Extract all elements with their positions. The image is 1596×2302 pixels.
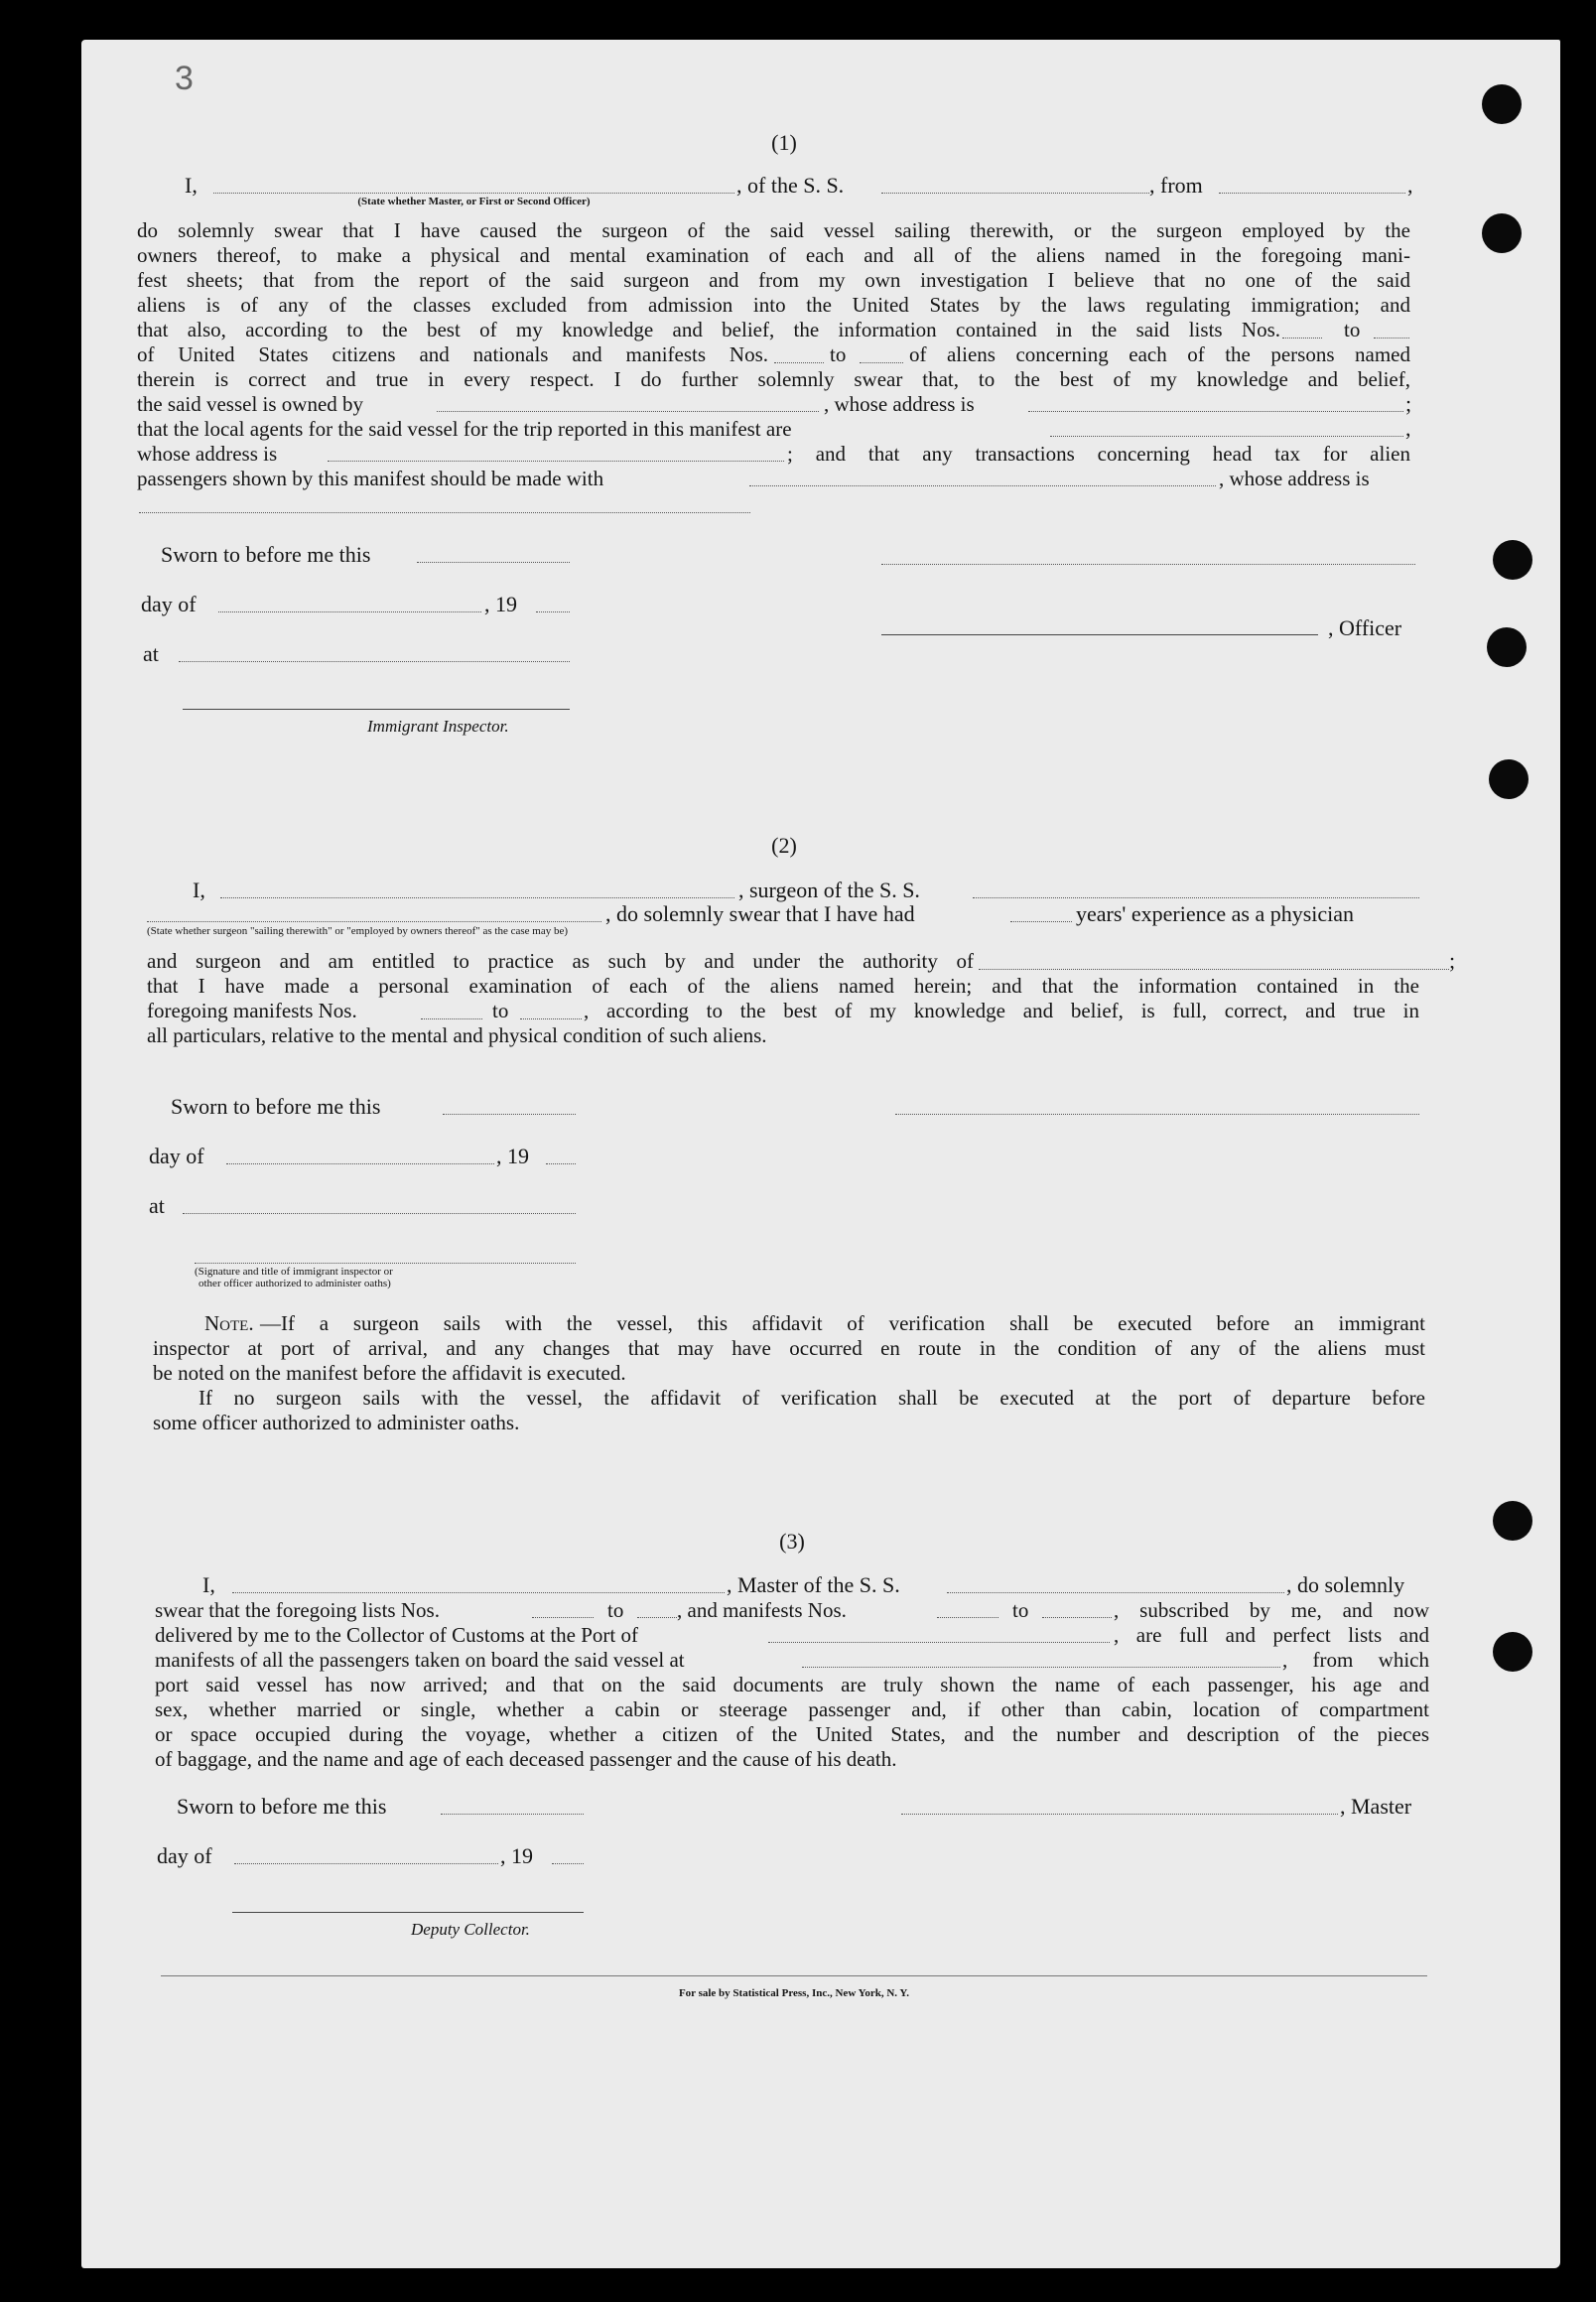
s3-deputy: Deputy Collector.: [411, 1920, 530, 1939]
s1-passengers: passengers shown by this manifest should be made with: [137, 467, 604, 490]
s1-inspector-signature-line[interactable]: [183, 709, 570, 710]
s1-line-2: owners thereof, to make a physical and mental examination of each and all of the aliens named in the foregoing mani-: [137, 243, 1410, 267]
s1-nineteen: , 19: [484, 592, 517, 616]
s2-surgeon-of: , surgeon of the S. S.: [738, 878, 920, 902]
local-agents-field[interactable]: [1050, 436, 1403, 437]
vessel-name-field[interactable]: [881, 193, 1149, 194]
note2-end: some officer authorized to administer oaths.: [153, 1411, 520, 1434]
punch-hole-2: [1482, 213, 1522, 253]
s2-nineteen: , 19: [496, 1144, 529, 1168]
footer-rule: [161, 1975, 1427, 1976]
s1-whose-address-3: , whose address is: [1219, 467, 1370, 490]
s3-from-which: , from which: [1282, 1648, 1429, 1672]
s2-authority: and surgeon and am entitled to practice as such by and under the authority of: [147, 949, 974, 973]
s2-sworn-day-field[interactable]: [443, 1114, 576, 1115]
s1-line-5: that also, according to the best of my knowledge and belief, the information contained in the said lists Nos.: [137, 318, 1280, 341]
note-end: be noted on the manifest before the affidavit is executed.: [153, 1361, 626, 1385]
surgeon-name-field[interactable]: [220, 897, 734, 898]
s3-to-2: to: [1012, 1598, 1029, 1622]
lists-to-field[interactable]: [1374, 338, 1409, 339]
punch-hole-7: [1493, 1632, 1532, 1672]
s3-swear-lists: swear that the foregoing lists Nos.: [155, 1598, 440, 1622]
s2-at: at: [149, 1193, 165, 1218]
s2-month-field[interactable]: [226, 1163, 494, 1164]
s3-to-1: to: [607, 1598, 624, 1622]
s1-to-1: to: [1344, 318, 1361, 341]
s3-year-field[interactable]: [552, 1863, 584, 1864]
s2-to: to: [492, 999, 509, 1022]
s1-of-ss: , of the S. S.: [736, 173, 845, 198]
s3-master-of: , Master of the S. S.: [727, 1572, 900, 1597]
s3-master-name-field[interactable]: [232, 1592, 725, 1593]
s2-manifests-to-field[interactable]: [520, 1018, 582, 1019]
s1-comma-2: ,: [1405, 416, 1411, 441]
manifests-from-field[interactable]: [774, 362, 824, 363]
s3-manifests-all: manifests of all the passengers taken on board the said vessel at: [155, 1648, 685, 1672]
s1-at-field[interactable]: [179, 661, 570, 662]
s1-to-2: to: [830, 342, 847, 366]
s3-master-signature-line[interactable]: [901, 1814, 1338, 1815]
from-port-field[interactable]: [1219, 193, 1405, 194]
s1-signature-line-1[interactable]: [881, 564, 1415, 565]
punch-hole-1: [1482, 84, 1522, 124]
corner-mark: 3: [175, 60, 194, 97]
s2-i: I,: [193, 878, 205, 902]
s3-subscribed: , subscribed by me, and now: [1114, 1598, 1429, 1622]
s1-line-1: do solemnly swear that I have caused the surgeon of the said vessel sailing therewith, or the surgeon employed by the: [137, 218, 1410, 242]
s1-line-3: fest sheets; that from the report of the said surgeon and from my own investigation I believe that no one of the said: [137, 268, 1410, 292]
s2-semicolon: ;: [1449, 948, 1456, 973]
manifests-to-field[interactable]: [860, 362, 903, 363]
s1-i: I,: [185, 173, 198, 198]
punch-hole-3: [1493, 540, 1532, 580]
s1-line-7: therein is correct and true in every respect. I do further solemnly swear that, to the best of my knowledge and belief,: [137, 367, 1410, 391]
s2-years: years' experience as a physician: [1076, 901, 1355, 926]
surgeon-status-field[interactable]: [147, 921, 601, 922]
note-label: Note.: [204, 1311, 254, 1335]
head-tax-agent-field[interactable]: [749, 485, 1216, 486]
punch-hole-4: [1487, 627, 1527, 667]
section-3-number: (3): [779, 1529, 805, 1554]
s2-manifests-from-field[interactable]: [421, 1018, 482, 1019]
s3-vessel-field[interactable]: [947, 1592, 1284, 1593]
s1-sworn-day-field[interactable]: [417, 562, 570, 563]
footer-imprint: For sale by Statistical Press, Inc., New York, N. Y.: [678, 1987, 910, 1999]
s1-whose-address-2: whose address is: [137, 442, 278, 466]
s2-sworn: Sworn to before me this: [171, 1094, 381, 1119]
note2-line: If no surgeon sails with the vessel, the affidavit of verification shall be executed at the port of departure before: [199, 1386, 1425, 1410]
s3-lists-to-field[interactable]: [637, 1617, 677, 1618]
officer-note: (State whether Master, or First or Second Officer): [357, 196, 591, 207]
agents-address-field[interactable]: [328, 461, 784, 462]
s3-lists-from-field[interactable]: [532, 1617, 594, 1618]
punch-hole-6: [1493, 1501, 1532, 1541]
s1-day-of: day of: [141, 592, 197, 616]
s2-particulars: all particulars, relative to the mental and physical condition of such aliens.: [147, 1023, 767, 1047]
s1-month-field[interactable]: [218, 611, 481, 612]
s3-i: I,: [202, 1572, 215, 1597]
s3-sworn-day-field[interactable]: [441, 1814, 584, 1815]
s2-surgeon-signature-line[interactable]: [895, 1114, 1419, 1115]
years-field[interactable]: [1010, 921, 1072, 922]
s3-do-solemnly: , do solemnly: [1286, 1572, 1405, 1597]
s3-day-of: day of: [157, 1843, 212, 1868]
s3-month-field[interactable]: [234, 1863, 498, 1864]
sig-note-1: (Signature and title of immigrant inspector or: [195, 1266, 393, 1278]
s3-sworn: Sworn to before me this: [177, 1794, 387, 1819]
s1-local-agents: that the local agents for the said vessel for the trip reported in this manifest are: [137, 417, 792, 441]
s1-owned-by: the said vessel is owned by: [137, 392, 364, 416]
s1-whose-address: , whose address is: [824, 392, 975, 416]
section-2-number: (2): [771, 833, 797, 858]
s2-inspector-signature-line[interactable]: [195, 1263, 576, 1264]
s1-officer: , Officer: [1328, 615, 1402, 640]
s2-do-solemnly: , do solemnly swear that I have had: [605, 901, 915, 926]
s3-line-3: or space occupied during the voyage, whether a citizen of the United States, and the number and description of the pieces: [155, 1722, 1429, 1746]
s2-at-field[interactable]: [183, 1213, 576, 1214]
s3-full-perfect: , are full and perfect lists and: [1114, 1623, 1429, 1647]
owner-address-field[interactable]: [1028, 411, 1403, 412]
s1-at: at: [143, 641, 159, 666]
s1-officer-signature-line[interactable]: [881, 634, 1318, 635]
s1-of-aliens: of aliens concerning each of the persons named: [909, 342, 1410, 366]
s1-from: , from: [1149, 173, 1203, 198]
s2-foregoing: foregoing manifests Nos.: [147, 999, 357, 1022]
s3-manifests-from-field[interactable]: [937, 1617, 998, 1618]
s1-line-6: of United States citizens and nationals and manifests Nos.: [137, 342, 768, 366]
note-line-2: inspector at port of arrival, and any changes that may have occurred en route in the condition of any of the aliens must: [153, 1336, 1425, 1360]
s3-deputy-signature-line[interactable]: [232, 1912, 584, 1913]
master-name-field[interactable]: [213, 193, 734, 194]
head-tax-address-field[interactable]: [139, 512, 750, 513]
s3-departure-field[interactable]: [802, 1667, 1280, 1668]
s1-line-4: aliens is of any of the classes excluded from admission into the United States by the laws regulating immigration; and: [137, 293, 1410, 317]
s1-comma: ,: [1407, 173, 1413, 198]
s1-sworn: Sworn to before me this: [161, 542, 371, 567]
sig-note-2: other officer authorized to administer oaths): [199, 1278, 391, 1289]
s2-year-field[interactable]: [546, 1163, 576, 1164]
s1-inspector: Immigrant Inspector.: [367, 717, 509, 736]
s1-year-field[interactable]: [536, 611, 570, 612]
sailing-note: (State whether surgeon "sailing therewith" or "employed by owners thereof" as the case may be): [147, 925, 569, 937]
s2-day-of: day of: [149, 1144, 204, 1168]
s3-nineteen: , 19: [500, 1843, 533, 1868]
s3-port-field[interactable]: [768, 1642, 1110, 1643]
s3-line-2: sex, whether married or single, whether a cabin or steerage passenger and, if other than cabin, location of compartment: [155, 1697, 1429, 1721]
note-line-1: —If a surgeon sails with the vessel, this affidavit of verification shall be executed before an immigrant: [260, 1311, 1425, 1335]
s2-according: , according to the best of my knowledge and belief, is full, correct, and true in: [584, 999, 1419, 1022]
s2-vessel-field[interactable]: [973, 897, 1419, 898]
s2-examination: that I have made a personal examination of each of the aliens named herein; and that the information contained in the: [147, 974, 1419, 998]
s3-manifests-to-field[interactable]: [1042, 1617, 1112, 1618]
section-1-number: (1): [771, 130, 797, 155]
s1-semicolon: ;: [1405, 391, 1412, 416]
s3-and-manifests: , and manifests Nos.: [677, 1598, 847, 1622]
lists-from-field[interactable]: [1282, 338, 1322, 339]
s3-master: , Master: [1340, 1794, 1412, 1819]
punch-hole-5: [1489, 759, 1529, 799]
s3-delivered: delivered by me to the Collector of Customs at the Port of: [155, 1623, 638, 1647]
s3-line-1: port said vessel has now arrived; and that on the said documents are truly shown the name of each passenger, his age and: [155, 1673, 1429, 1696]
owner-field[interactable]: [437, 411, 819, 412]
authority-field[interactable]: [979, 969, 1449, 970]
s3-last-line: of baggage, and the name and age of each deceased passenger and the cause of his death.: [155, 1747, 897, 1771]
s1-head-tax: ; and that any transactions concerning head tax for alien: [787, 442, 1410, 466]
